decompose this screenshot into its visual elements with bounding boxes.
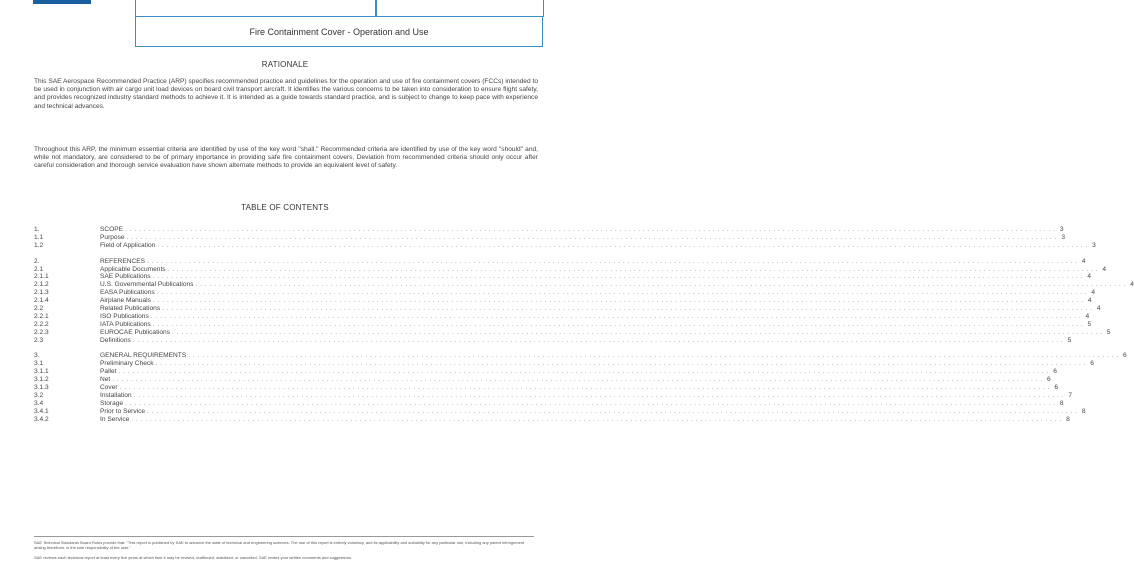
toc-entry-number: 3.1.2 [34,376,49,384]
toc-entry[interactable] [34,415,1070,424]
toc-entry-page: 8 [1081,407,1086,415]
toc-entry-page: 8 [1059,399,1064,407]
toc-entry-title: Preliminary Check [100,360,154,368]
toc-entry-page: 4 [1130,281,1134,289]
toc-entry[interactable] [34,352,1127,360]
toc-entry-title: Pallet [100,368,117,376]
toc-group-spacer [34,344,530,352]
toc-entry-title: SAE Publications [100,273,151,281]
table-of-contents [34,226,1134,423]
toc-leader-dots: . . . . . . . . . . . . . . . . . . . . . . . . . . . . . . . . . . . . . . . . . . . . . . . . . . . . . . . . . . . . . . . . . . . . . . . . . . . . . . . . . . . . . . . . . . . . . . . . . . . . . . . . . . . . . . . . . . . . . . . . . . . . . . . . . . . . . . . . . . . . . . . . . . . . . . . . . . . . . . . . . . . . . . . . . . . . . . . . . . . . . . . . . . . . . . . . . . . . . . . . [152,273,1084,281]
header-cell-document-number [135,0,377,17]
toc-entry-title: Installation [100,391,132,399]
toc-entry[interactable] [34,297,1092,305]
toc-entry[interactable] [34,360,1094,368]
toc-entry-title: IATA Publications [100,320,151,328]
toc-entry[interactable] [34,320,1092,329]
toc-entry-page: 6 [1047,376,1051,384]
toc-group-spacer [34,250,530,258]
toc-entry-page: 4 [1081,257,1086,265]
toc-entry[interactable] [34,233,1066,242]
toc-leader-dots: . . . . . . . . . . . . . . . . . . . . . . . . . . . . . . . . . . . . . . . . . . . . . . . . . . . . . . . . . . . . . . . . . . . . . . . . . . . . . . . . . . . . . . . . . . . . . . . . . . . . . . . . . . . . . . . . . . . . . . . . . . . . . . . . . . . . . . . . . . . . . . . . . . . . . . . . . . . . . . . . . . . . . . . . . . . . . . . . . . . . . . . . . . . . . . . . . . . . . . . . [119,384,1051,392]
toc-leader-dots: . . . . . . . . . . . . . . . . . . . . . . . . . . . . . . . . . . . . . . . . . . . . . . . . . . . . . . . . . . . . . . . . . . . . . . . . . . . . . . . . . . . . . . . . . . . . . . . . . . . . . . . . . . . . . . . . . . . . . . . . . . . . . . . . . . . . . . . . . . . . . . . . . . . . . . . . . . . . . . . . . . . . . . . . . . . . . . . . . . . . . . . . . . . . . . . . . . . . . . . . [167,265,1099,273]
document-header [0,0,570,50]
toc-entry-page: 4 [1087,273,1092,281]
footer-divider [34,536,534,537]
toc-entry-number: 3.2 [34,391,44,399]
toc-leader-dots: . . . . . . . . . . . . . . . . . . . . . . . . . . . . . . . . . . . . . . . . . . . . . . . . . . . . . . . . . . . . . . . . . . . . . . . . . . . . . . . . . . . . . . . . . . . . . . . . . . . . . . . . . . . . . . . . . . . . . . . . . . . . . . . . . . . . . . . . . . . . . . . . . . . . . . . . . . . . . . . . . . . . . . . . . . . . . . . . . . . . . . . . . . . . . . . . . . . . . . . . [118,368,1049,376]
toc-entry-title: Airplane Manuals [100,297,151,305]
toc-leader-dots: . . . . . . . . . . . . . . . . . . . . . . . . . . . . . . . . . . . . . . . . . . . . . . . . . . . . . . . . . . . . . . . . . . . . . . . . . . . . . . . . . . . . . . . . . . . . . . . . . . . . . . . . . . . . . . . . . . . . . . . . . . . . . . . . . . . . . . . . . . . . . . . . . . . . . . . . . . . . . . . . . . . . . . . . . . . . . . . . . . . . . . . . . . . . . . . . . . . . . . . . [131,415,1062,423]
toc-entry-page: 6 [1123,352,1127,360]
toc-entry-title: Net [100,376,111,384]
toc-leader-dots: . . . . . . . . . . . . . . . . . . . . . . . . . . . . . . . . . . . . . . . . . . . . . . . . . . . . . . . . . . . . . . . . . . . . . . . . . . . . . . . . . . . . . . . . . . . . . . . . . . . . . . . . . . . . . . . . . . . . . . . . . . . . . . . . . . . . . . . . . . . . . . . . . . . . . . . . . . . . . . . . . . . . . . . . . . . . . . . . . . . . . . . . . . . . . . . . . . . . . . . . [125,399,1056,407]
toc-entry-page: 6 [1053,368,1057,376]
toc-entry-title: EASA Publications [100,289,155,297]
toc-entry-title: Applicable Documents [100,265,166,273]
toc-entry[interactable] [34,399,1064,408]
toc-entry-number: 2. [34,257,40,265]
footer-notice-2: SAE reviews each technical report at least every five years at which time it may be revised, reaffirmed, stabilized, or cancelled. SAE invites your written comments and suggestions. [34,555,353,560]
toc-leader-dots: . . . . . . . . . . . . . . . . . . . . . . . . . . . . . . . . . . . . . . . . . . . . . . . . . . . . . . . . . . . . . . . . . . . . . . . . . . . . . . . . . . . . . . . . . . . . . . . . . . . . . . . . . . . . . . . . . . . . . . . . . . . . . . . . . . . . . . . . . . . . . . . . . . . . . . . . . . . . . . . . . . . . . . . . . . . . . . . . . . . . . . . . . . . . . . . . . . . . . . . . [195,281,1126,289]
toc-leader-dots: . . . . . . . . . . . . . . . . . . . . . . . . . . . . . . . . . . . . . . . . . . . . . . . . . . . . . . . . . . . . . . . . . . . . . . . . . . . . . . . . . . . . . . . . . . . . . . . . . . . . . . . . . . . . . . . . . . . . . . . . . . . . . . . . . . . . . . . . . . . . . . . . . . . . . . . . . . . . . . . . . . . . . . . . . . . . . . . . . . . . . . . . . . . . . . . . . . . . . . . . [157,241,1088,249]
toc-leader-dots: . . . . . . . . . . . . . . . . . . . . . . . . . . . . . . . . . . . . . . . . . . . . . . . . . . . . . . . . . . . . . . . . . . . . . . . . . . . . . . . . . . . . . . . . . . . . . . . . . . . . . . . . . . . . . . . . . . . . . . . . . . . . . . . . . . . . . . . . . . . . . . . . . . . . . . . . . . . . . . . . . . . . . . . . . . . . . . . . . . . . . . . . . . . . . . . . . . . . . . . . [112,376,1043,384]
toc-entry-number: 3. [34,352,40,360]
toc-leader-dots: . . . . . . . . . . . . . . . . . . . . . . . . . . . . . . . . . . . . . . . . . . . . . . . . . . . . . . . . . . . . . . . . . . . . . . . . . . . . . . . . . . . . . . . . . . . . . . . . . . . . . . . . . . . . . . . . . . . . . . . . . . . . . . . . . . . . . . . . . . . . . . . . . . . . . . . . . . . . . . . . . . . . . . . . . . . . . . . . . . . . . . . . . . . . . . . . . . . . . . . . [172,328,1103,336]
rationale-paragraph-2: Throughout this ARP, the minimum essential criteria are identified by use of the key word "shall." Recommended criteria are identified by use of the key word "should" and, while not mandatory, are considered to be of primary importance in providing safe fire containment covers. Deviation from recommended criteria should only occur after careful consideration and thorough service evaluation have shown alternate methods to provide an equivalent level of safety. [34,146,538,170]
toc-entry-page: 5 [1067,336,1072,344]
toc-entry[interactable] [34,281,1134,289]
toc-entry-title: Related Publications [100,305,161,313]
toc-leader-dots: . . . . . . . . . . . . . . . . . . . . . . . . . . . . . . . . . . . . . . . . . . . . . . . . . . . . . . . . . . . . . . . . . . . . . . . . . . . . . . . . . . . . . . . . . . . . . . . . . . . . . . . . . . . . . . . . . . . . . . . . . . . . . . . . . . . . . . . . . . . . . . . . . . . . . . . . . . . . . . . . . . . . . . . . . . . . . . . . . . . . . . . . . . . . . . . . . . . . . . . . [125,226,1056,233]
toc-entry[interactable] [34,376,1051,384]
toc-entry-number: 2.2.3 [34,328,49,336]
toc-entry-number: 1. [34,226,40,233]
toc-entry-page: 3 [1059,226,1064,233]
toc-entry[interactable] [34,273,1092,281]
toc-entry-number: 3.4.2 [34,415,49,423]
toc-heading: TABLE OF CONTENTS [241,203,329,212]
toc-entry-number: 3.4 [34,399,44,407]
toc-entry[interactable] [34,336,1072,345]
toc-entry-title: REFERENCES [100,257,146,265]
toc-entry-number: 2.2 [34,305,44,313]
toc-entry-title: EUROCAE Publications [100,328,170,336]
toc-entry[interactable] [34,257,1086,266]
rationale-heading: RATIONALE [261,60,309,69]
toc-entry[interactable] [34,384,1059,392]
toc-entry-title: Definitions [100,336,131,344]
toc-entry-page: 3 [1061,233,1066,241]
toc-entry[interactable] [34,305,1101,313]
toc-entry-title: ISO Publications [100,312,149,320]
toc-entry-page: 6 [1090,360,1094,368]
toc-entry-page: 8 [1066,415,1070,423]
toc-entry-title: Cover [100,384,118,392]
toc-entry-number: 3.1.1 [34,368,49,376]
toc-leader-dots: . . . . . . . . . . . . . . . . . . . . . . . . . . . . . . . . . . . . . . . . . . . . . . . . . . . . . . . . . . . . . . . . . . . . . . . . . . . . . . . . . . . . . . . . . . . . . . . . . . . . . . . . . . . . . . . . . . . . . . . . . . . . . . . . . . . . . . . . . . . . . . . . . . . . . . . . . . . . . . . . . . . . . . . . . . . . . . . . . . . . . . . . . . . . . . . . . . . . . . . . [152,297,1084,305]
toc-entry-title: In Service [100,415,130,423]
toc-entry-title: Storage [100,399,124,407]
toc-entry-number: 2.1.3 [34,289,49,297]
toc-entry-number: 1.1 [34,233,44,241]
toc-entry[interactable] [34,407,1086,416]
header-cell-revision [375,0,544,17]
toc-entry-number: 2.1.2 [34,281,49,289]
toc-entry-title: U.S. Governmental Publications [100,281,194,289]
toc-entry[interactable] [34,312,1090,321]
toc-entry-title: GENERAL REQUIREMENTS [100,352,187,360]
toc-leader-dots: . . . . . . . . . . . . . . . . . . . . . . . . . . . . . . . . . . . . . . . . . . . . . . . . . . . . . . . . . . . . . . . . . . . . . . . . . . . . . . . . . . . . . . . . . . . . . . . . . . . . . . . . . . . . . . . . . . . . . . . . . . . . . . . . . . . . . . . . . . . . . . . . . . . . . . . . . . . . . . . . . . . . . . . . . . . . . . . . . . . . . . . . . . . . . . . . . . . . . . . . [188,352,1119,360]
toc-leader-dots: . . . . . . . . . . . . . . . . . . . . . . . . . . . . . . . . . . . . . . . . . . . . . . . . . . . . . . . . . . . . . . . . . . . . . . . . . . . . . . . . . . . . . . . . . . . . . . . . . . . . . . . . . . . . . . . . . . . . . . . . . . . . . . . . . . . . . . . . . . . . . . . . . . . . . . . . . . . . . . . . . . . . . . . . . . . . . . . . . . . . . . . . . . . . . . . . . . . . . . . . [147,257,1078,265]
toc-leader-dots: . . . . . . . . . . . . . . . . . . . . . . . . . . . . . . . . . . . . . . . . . . . . . . . . . . . . . . . . . . . . . . . . . . . . . . . . . . . . . . . . . . . . . . . . . . . . . . . . . . . . . . . . . . . . . . . . . . . . . . . . . . . . . . . . . . . . . . . . . . . . . . . . . . . . . . . . . . . . . . . . . . . . . . . . . . . . . . . . . . . . . . . . . . . . . . . . . . . . . . . . [155,360,1086,368]
toc-entry-page: 4 [1091,289,1096,297]
toc-entry-page: 4 [1096,305,1101,313]
toc-entry-page: 6 [1054,384,1059,392]
toc-entry-title: Purpose [100,233,125,241]
toc-entry-page: 4 [1087,297,1092,305]
toc-entry-number: 2.1 [34,265,44,273]
toc-entry[interactable] [34,265,1107,274]
toc-entry-title: SCOPE [100,226,124,233]
toc-entry-page: 3 [1092,241,1096,249]
toc-entry-page: 5 [1087,320,1092,328]
toc-leader-dots: . . . . . . . . . . . . . . . . . . . . . . . . . . . . . . . . . . . . . . . . . . . . . . . . . . . . . . . . . . . . . . . . . . . . . . . . . . . . . . . . . . . . . . . . . . . . . . . . . . . . . . . . . . . . . . . . . . . . . . . . . . . . . . . . . . . . . . . . . . . . . . . . . . . . . . . . . . . . . . . . . . . . . . . . . . . . . . . . . . . . . . . . . . . . . . . . . . . . . . . . [156,289,1088,297]
toc-entry-page: 4 [1085,312,1090,320]
toc-entry-number: 3.1.3 [34,384,49,392]
toc-entry-number: 2.1.1 [34,273,49,281]
toc-entry-number: 1.2 [34,241,44,249]
toc-entry-number: 2.2.2 [34,320,49,328]
toc-entry-number: 3.4.1 [34,407,49,415]
toc-entry[interactable] [34,289,1096,297]
toc-entry-title: Prior to Service [100,407,146,415]
toc-entry-page: 4 [1102,265,1107,273]
document-title: Fire Containment Cover - Operation and Use [135,16,543,47]
sae-logo [33,0,91,4]
toc-entry[interactable] [34,226,1064,234]
toc-entry[interactable] [34,368,1057,376]
toc-entry-title: Field of Application [100,241,156,249]
toc-entry-number: 3.1 [34,360,44,368]
toc-entry-number: 2.2.1 [34,312,49,320]
toc-entry-number: 2.3 [34,336,44,344]
toc-entry[interactable] [34,328,1111,337]
toc-leader-dots: . . . . . . . . . . . . . . . . . . . . . . . . . . . . . . . . . . . . . . . . . . . . . . . . . . . . . . . . . . . . . . . . . . . . . . . . . . . . . . . . . . . . . . . . . . . . . . . . . . . . . . . . . . . . . . . . . . . . . . . . . . . . . . . . . . . . . . . . . . . . . . . . . . . . . . . . . . . . . . . . . . . . . . . . . . . . . . . . . . . . . . . . . . . . . . . . . . . . . . . . [150,312,1082,320]
toc-entry[interactable] [34,391,1072,400]
footer-notice-1: SAE Technical Standards Board Rules provide that: "This report is published by SAE to advance the state of technical and engineering sciences. The use of this report is entirely voluntary, and its applicability and suitability for any particular use, including any patent infringement arising therefrom, is the sole responsibility of the user." [34,540,525,550]
toc-entry-page: 7 [1068,391,1072,399]
toc-leader-dots: . . . . . . . . . . . . . . . . . . . . . . . . . . . . . . . . . . . . . . . . . . . . . . . . . . . . . . . . . . . . . . . . . . . . . . . . . . . . . . . . . . . . . . . . . . . . . . . . . . . . . . . . . . . . . . . . . . . . . . . . . . . . . . . . . . . . . . . . . . . . . . . . . . . . . . . . . . . . . . . . . . . . . . . . . . . . . . . . . . . . . . . . . . . . . . . . . . . . . . . . [132,336,1064,344]
toc-leader-dots: . . . . . . . . . . . . . . . . . . . . . . . . . . . . . . . . . . . . . . . . . . . . . . . . . . . . . . . . . . . . . . . . . . . . . . . . . . . . . . . . . . . . . . . . . . . . . . . . . . . . . . . . . . . . . . . . . . . . . . . . . . . . . . . . . . . . . . . . . . . . . . . . . . . . . . . . . . . . . . . . . . . . . . . . . . . . . . . . . . . . . . . . . . . . . . . . . . . . . . . . [152,320,1084,328]
toc-leader-dots: . . . . . . . . . . . . . . . . . . . . . . . . . . . . . . . . . . . . . . . . . . . . . . . . . . . . . . . . . . . . . . . . . . . . . . . . . . . . . . . . . . . . . . . . . . . . . . . . . . . . . . . . . . . . . . . . . . . . . . . . . . . . . . . . . . . . . . . . . . . . . . . . . . . . . . . . . . . . . . . . . . . . . . . . . . . . . . . . . . . . . . . . . . . . . . . . . . . . . . . . [147,407,1078,415]
rationale-paragraph-1: This SAE Aerospace Recommended Practice (ARP) specifies recommended practice and guidelines for the operation and use of fire containment covers (FCCs) intended to be used in conjunction with air cargo unit load devices on board civil transport aircraft. It identifies the various concerns to be taken into consideration to ensure flight safety, and provides recognized industry standard methods to achieve it. It is intended as a guide towards standard practice, and is subject to change to keep pace with experience and technical advances. [34,78,538,110]
toc-leader-dots: . . . . . . . . . . . . . . . . . . . . . . . . . . . . . . . . . . . . . . . . . . . . . . . . . . . . . . . . . . . . . . . . . . . . . . . . . . . . . . . . . . . . . . . . . . . . . . . . . . . . . . . . . . . . . . . . . . . . . . . . . . . . . . . . . . . . . . . . . . . . . . . . . . . . . . . . . . . . . . . . . . . . . . . . . . . . . . . . . . . . . . . . . . . . . . . . . . . . . . . . [126,233,1058,241]
toc-leader-dots: . . . . . . . . . . . . . . . . . . . . . . . . . . . . . . . . . . . . . . . . . . . . . . . . . . . . . . . . . . . . . . . . . . . . . . . . . . . . . . . . . . . . . . . . . . . . . . . . . . . . . . . . . . . . . . . . . . . . . . . . . . . . . . . . . . . . . . . . . . . . . . . . . . . . . . . . . . . . . . . . . . . . . . . . . . . . . . . . . . . . . . . . . . . . . . . . . . . . . . . . [133,391,1064,399]
toc-leader-dots: . . . . . . . . . . . . . . . . . . . . . . . . . . . . . . . . . . . . . . . . . . . . . . . . . . . . . . . . . . . . . . . . . . . . . . . . . . . . . . . . . . . . . . . . . . . . . . . . . . . . . . . . . . . . . . . . . . . . . . . . . . . . . . . . . . . . . . . . . . . . . . . . . . . . . . . . . . . . . . . . . . . . . . . . . . . . . . . . . . . . . . . . . . . . . . . . . . . . . . . . [162,305,1093,313]
toc-entry-page: 5 [1106,328,1111,336]
toc-entry[interactable] [34,241,1096,250]
toc-entry-number: 2.1.4 [34,297,49,305]
